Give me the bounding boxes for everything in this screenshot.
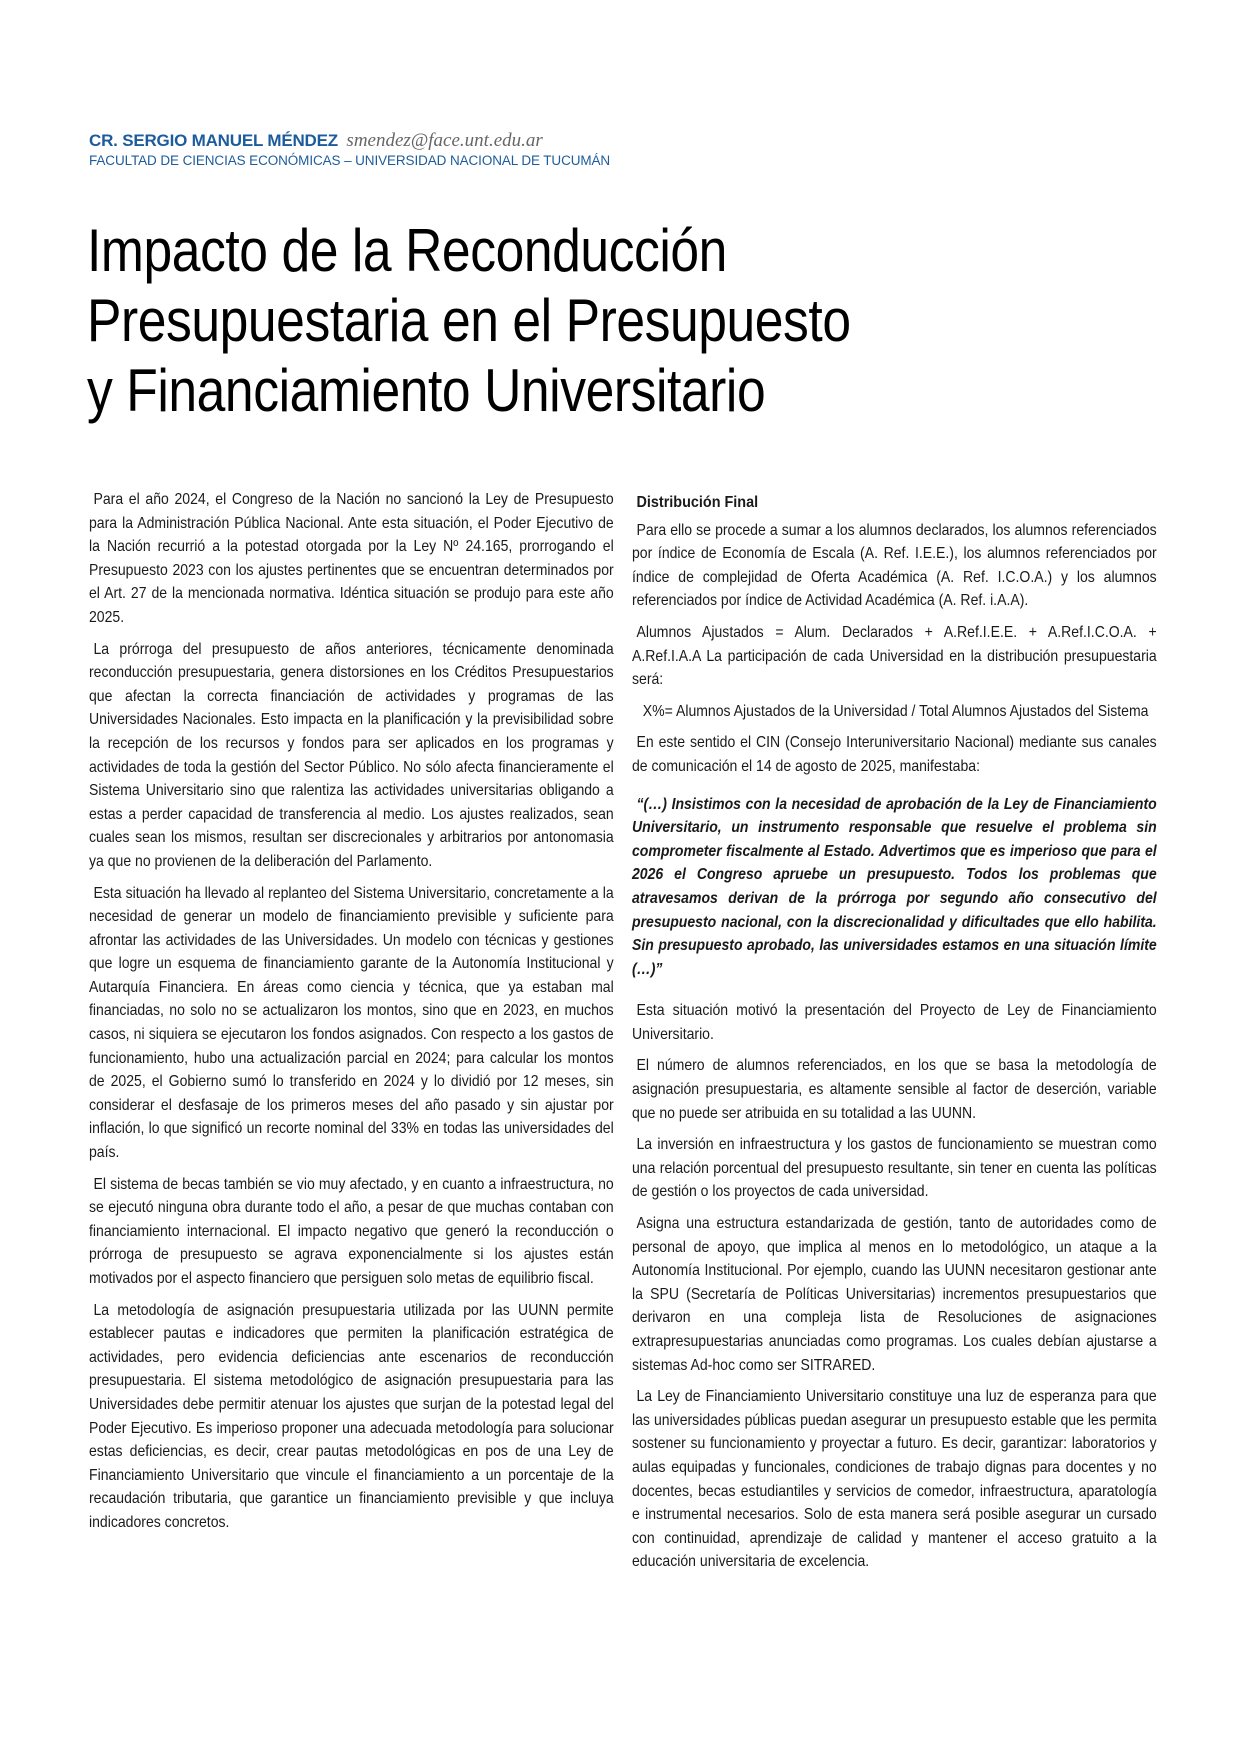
title-line-3: y Financiamiento Universitario (87, 357, 766, 424)
author-header (89, 131, 1089, 168)
article-title (87, 216, 990, 426)
paragraph: Esta situación ha llevado al replanteo del Sistema Universitario, concretamente a la necesidad de generar un modelo de financiamiento previsible y suficiente para afrontar las actividades de las Universidades. Un modelo con técnicas y gestiones que logre un esquema de financiamiento garante de la Autonomía Institucional y Autarquía Financiera. En áreas como ciencia y técnica, que ya estaban mal financiadas, no solo no se actualizaron los montos, sino que en 2023, en muchos casos, ni siquiera se ejecutaron los fondos asignados. Con respecto a los gastos de funcionamiento, hubo una actualización parcial en 2024; para calcular los montos de 2025, el Gobierno sumó lo transferido en 2024 y lo dividió por 12 meses, sin considerar el desfasaje de los primeros meses del año pasado y sin ajustar por inflación, lo que significó un recorte nominal del 33% en todas las universidades del país. (89, 884, 614, 1162)
section-heading: Distribución Final (636, 494, 759, 511)
paragraph: La Ley de Financiamiento Universitario constituye una luz de esperanza para que las universidades públicas puedan asegurar un presupuesto estable que les permita sostener su funcionamiento y proyectar a futuro. Es decir, garantizar: laboratorios y aulas equipadas y funcionales, condiciones de trabajo dignas para docentes y no docentes, becas estudiantiles y servicios de comedor, infraestructura, aparatología e instrumental necesarios. Solo de esta manera será posible asegurar un cursado con continuidad, aprendizaje de calidad y mantener el acceso gratuito a la educación universitaria de excelencia. (632, 1388, 1157, 1571)
paragraph: Asigna una estructura estandarizada de gestión, tanto de autoridades como de personal de apoyo, que implica al menos en lo metodológico, un ataque a la Autonomía Institucional. Por ejemplo, cuando las UUNN necesitaron gestionar ante la SPU (Secretaría de Políticas Universitarias) incrementos presupuestarios que derivaron en una compleja lista de Resoluciones de asignaciones extrapresupuestarias anunciadas como programas. Los cuales debían ajustarse a sistemas Ad-hoc como ser SITRARED. (632, 1215, 1157, 1374)
percent-formula: X%= Alumnos Ajustados de la Universidad / Total Alumnos Ajustados del Sistema (642, 702, 1149, 720)
paragraph: La inversión en infraestructura y los gastos de funcionamiento se muestran como una relación porcentual del presupuesto resultante, sin tener en cuenta las políticas de gestión o los proyectos de cada universidad. (632, 1136, 1157, 1201)
author-email: smendez@face.unt.edu.ar (346, 130, 543, 151)
author-name: CR. SERGIO MANUEL MÉNDEZ (89, 131, 338, 150)
cin-paragraph: En este sentido el CIN (Consejo Interuniversitario Nacional) mediante sus canales de comunicación el 14 de agosto de 2025, manifestaba: (632, 734, 1157, 775)
paragraph: La prórroga del presupuesto de años anteriores, técnicamente denominada reconducción presupuestaria, genera distorsiones en los Créditos Presupuestarios que afectan la correcta financiación de actividades y programas de las Universidades Nacionales. Esto impacta en la planificación y la previsibilidad sobre la recepción de los recursos y fondos para ser aplicados en los programas y actividades de toda la gestión del Sector Público. No sólo afecta financieramente el Sistema Universitario sino que ralentiza las actividades universitarias obligando a estas a perder capacidad de transferencia al medio. Los ajustes realizados, sean cuales sean los mismos, resultan ser discrecionales y arbitrarios por antonomasia ya que no provienen de la deliberación del Parlamento. (89, 640, 614, 870)
right-column (632, 491, 1157, 1582)
title-line-1: Impacto de la Reconducción (87, 217, 727, 284)
title-line-2: Presupuestaria en el Presupuesto (87, 287, 851, 354)
paragraph: Esta situación motivó la presentación del Proyecto de Ley de Financiamiento Universitario. (632, 1002, 1157, 1043)
formula-paragraph: Alumnos Ajustados = Alum. Declarados + A.Ref.I.E.E. + A.Ref.I.C.O.A. + A.Ref.I.A.A La participación de cada Universidad en la distribución presupuestaria será: (632, 623, 1157, 689)
intro-paragraph: Para ello se procede a sumar a los alumnos declarados, los alumnos referenciados por índice de Economía de Escala (A. Ref. I.E.E.), los alumnos referenciados por índice de complejidad de Oferta Académica (A. Ref. I.C.O.A.) y los alumnos referenciados por índice de Actividad Académica (A. Ref. i.A.A). (632, 521, 1157, 610)
author-line (89, 131, 1089, 153)
paragraph: El número de alumnos referenciados, en los que se basa la metodología de asignación presupuestaria, es altamente sensible al factor de deserción, variable que no puede ser atribuida en su totalidad a las UUNN. (632, 1057, 1157, 1122)
paragraph: El sistema de becas también se vio muy afectado, y en cuanto a infraestructura, no se ejecutó ninguna obra durante todo el año, a pesar de que muchas contaban con financiamiento internacional. El impacto negativo que generó la reconducción o prórroga de presupuesto se agrava exponencialmente si los ajustes están motivados por el aspecto financiero que persiguen solo metas de equilibrio fiscal. (89, 1175, 614, 1287)
paragraph: La metodología de asignación presupuestaria utilizada por las UUNN permite establecer pautas e indicadores que permiten la planificación estratégica de actividades, pero evidencia deficiencias ante escenarios de reconducción presupuestaria. El sistema metodológico de asignación presupuestaria para las Universidades debe permitir atenuar los ajustes que surjan de la potestad legal del Poder Ejecutivo. Es imperioso proponer una adecuada metodología para solucionar estas deficiencias, es decir, crear pautas metodológicas en pos de una Ley de Financiamiento Universitario que vincule el financiamiento a un porcentaje de la recaudación tributaria, que garantice un financiamiento previsible y que incluya indicadores concretos. (89, 1301, 614, 1531)
author-affiliation: FACULTAD DE CIENCIAS ECONÓMICAS – UNIVERSIDAD NACIONAL DE TUCUMÁN (89, 153, 611, 168)
left-column (89, 488, 614, 1543)
paragraph: Para el año 2024, el Congreso de la Nación no sancionó la Ley de Presupuesto para la Administración Pública Nacional. Ante esta situación, el Poder Ejecutivo de la Nación recurrió a la potestad otorgada por la Ley Nº 24.165, prorrogando el Presupuesto 2023 con los ajustes pertinentes que se encuentran determinados por el Art. 27 de la mencionada normativa. Idéntica situación se produjo para este año 2025. (89, 491, 614, 626)
cin-quote: “(…) Insistimos con la necesidad de aprobación de la Ley de Financiamiento Universitario, un instrumento responsable que resuelve el problema sin comprometer fiscalmente al Estado. Advertimos que es imperioso que para el 2026 el Congreso apruebe un presupuesto. Todos los problemas que atravesamos derivan de la prórroga por segundo año consecutivo del presupuesto nacional, con la discrecionalidad y dificultades que ello habilita. Sin presupuesto aprobado, las universidades estamos en una situación límite (…)” (632, 795, 1157, 978)
